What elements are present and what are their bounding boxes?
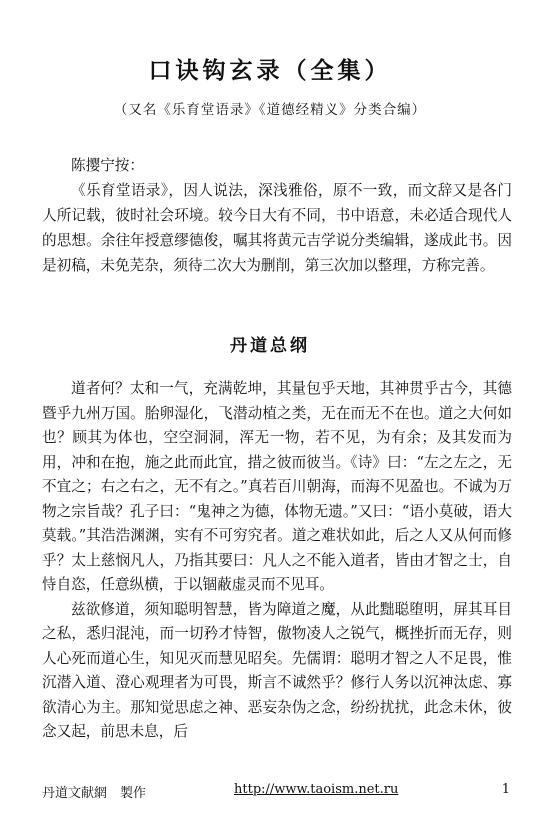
page-title: 口诀钩玄录（全集）	[148, 58, 392, 84]
preface-block	[42, 153, 512, 278]
page-number: 1	[501, 782, 510, 797]
page-subtitle: （又名《乐育堂语录》《道德经精义》分类合编）	[113, 102, 427, 118]
preface-body: 《乐育堂语录》，因人说法，深浅雅俗，原不一致，而文辞又是各门人所记载，彼时社会环境。较今日大有不同，书中语意，未必适合现代人的思想。余往年授意缪德俊，嘱其将黄元吉学说分类编辑，遂成此书。因是初稿，未免芜杂，须待二次大为删削，第三次加以整理，方称完善。	[42, 182, 512, 274]
main-text	[42, 377, 512, 745]
paragraph: 道者何？太和一气，充满乾坤，其量包乎天地，其神贯乎古今，其德暨乎九州万国。胎卵湿化，飞潜动植之类，无在而无不在也。道之大何如也？顾其为体也，空空洞洞，浑无一物，若不见，为有余；及其发而为用，冲和在抱，施之此而此宜，措之彼而彼当。《诗》曰：“左之左之，无不宜之；右之右之，无不有之。”真若百川朝海，而海不见盈也。不诚为万物之宗旨哉？孔子曰：“鬼神之为德，体物无遗。”又曰：“语小莫破，语大莫载。”其浩浩渊渊，实有不可穷究者。道之难状如此，后之人又从何而修乎？太上慈悯凡人，乃指其要曰：凡人之不能入道者，皆由才智之士，自恃自恣，任意纵横，于以锢蔽虚灵而不见耳。	[42, 380, 512, 593]
footer-publisher: 丹道文献網 製作	[42, 786, 147, 801]
preface-address: 陈撄宁按：	[71, 157, 144, 174]
footer-url-link[interactable]: http://www.taoism.net.ru	[234, 782, 399, 797]
page-footer	[42, 782, 518, 802]
paragraph: 兹欲修道，须知聪明智慧，皆为障道之魔，从此黜聪堕明，屏其耳目之私，悉归混沌，而一切矜才恃智，傲物凌人之锐气，概挫折而无存，则人心死而道心生，知见灭而慧见昭矣。先儒谓：聪明才智之人不足畏，惟沉潜入道、澄心观理者为可畏，斯言不诚然乎？修行人务以沉神汰虑、寡欲清心为主。那知觉思虑之神、恶妄杂伪之念，纷纷扰扰，此念未休，彼念又起，前思未息，后	[42, 600, 512, 740]
section-heading: 丹道总纲	[230, 336, 310, 356]
